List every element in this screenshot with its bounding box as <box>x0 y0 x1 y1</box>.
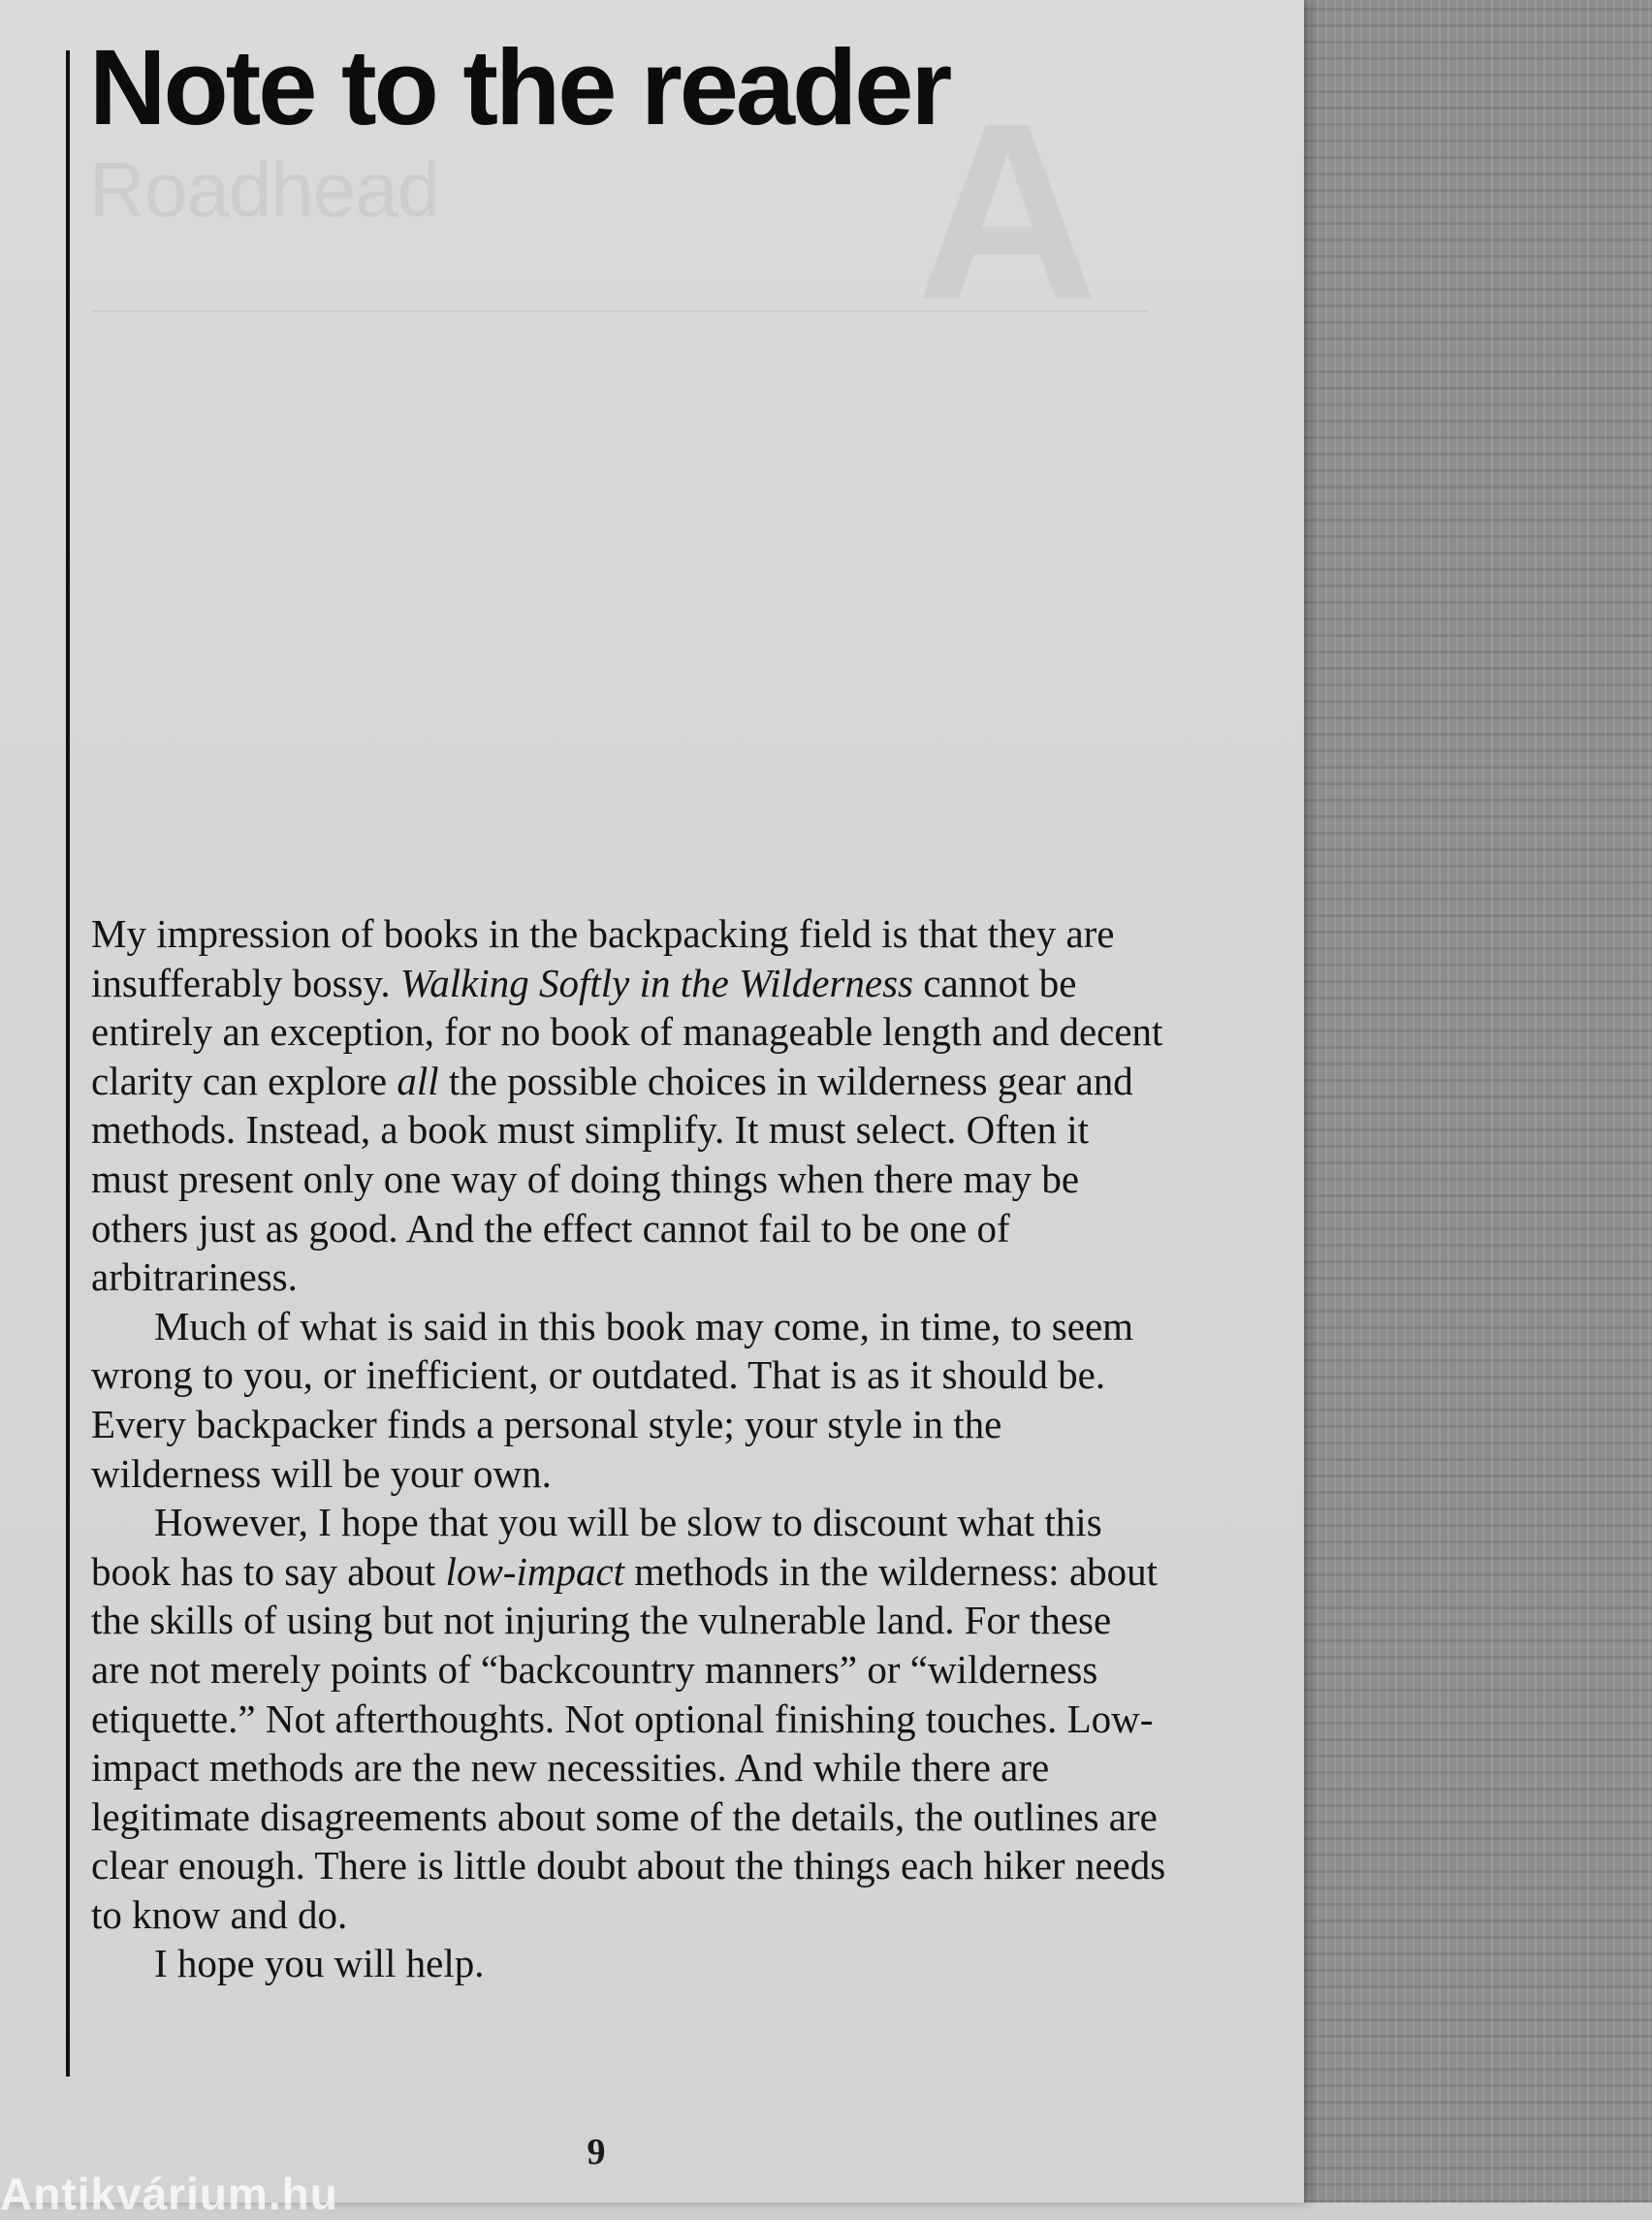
page-number: 9 <box>587 2132 606 2172</box>
text-run: methods in the wilderness: about the skills of using but not injuring the vulnerable land. For these are not merely points of “backcountry manners” or “wilderness etiquette.” Not afterthoughts. Not optional finishing touches. Low-impact methods are the new necessities. And while there are legitimate disagreements about some of the details, the outlines are clear enough. There is little doubt about the things each hiker needs to know and do. <box>91 1548 1166 1937</box>
paragraph-2 <box>91 1302 1167 1498</box>
text-run: Much of what is said in this book may come, in time, to seem wrong to you, or inefficient, or outdated. That is as it should be. Every backpacker finds a personal style; your style in the wilderness will be your own. <box>91 1303 1134 1496</box>
book-title-italic: Walking Softly in the Wilderness <box>399 960 914 1005</box>
watermark: Antikvárium.hu <box>0 2169 338 2219</box>
show-through-letter: A <box>916 72 1098 353</box>
paragraph-3 <box>91 1498 1167 1939</box>
text-run: However, I hope that you will be slow to discount what this book has to say about <box>91 1500 1102 1594</box>
page-title: Note to the reader <box>89 28 950 147</box>
show-through-subheading: Roadhead <box>89 146 440 233</box>
background-surface <box>1299 0 1652 2203</box>
text-run: I hope you will help. <box>154 1941 485 1986</box>
text-run: cannot be entirely an exception, for no book of manageable length and decent clarity can explore <box>91 960 1163 1103</box>
text-run: the possible choices in wilderness gear and methods. Instead, a book must simplify. It must select. Often it must present only one way of doing things when there may be others just as good. And the effect cannot fail to be one of arbitrariness. <box>91 1058 1133 1300</box>
show-through-rule <box>92 310 1149 312</box>
paragraph-4 <box>91 1939 1167 1988</box>
margin-rule <box>66 50 70 2077</box>
body-text <box>91 909 1167 1988</box>
text-run: My impression of books in the backpacking field is that they are insufferably bossy. <box>91 911 1115 1005</box>
emphasis-italic: low-impact <box>445 1548 625 1594</box>
emphasis-italic: all <box>397 1058 439 1103</box>
paragraph-1 <box>91 909 1167 1302</box>
